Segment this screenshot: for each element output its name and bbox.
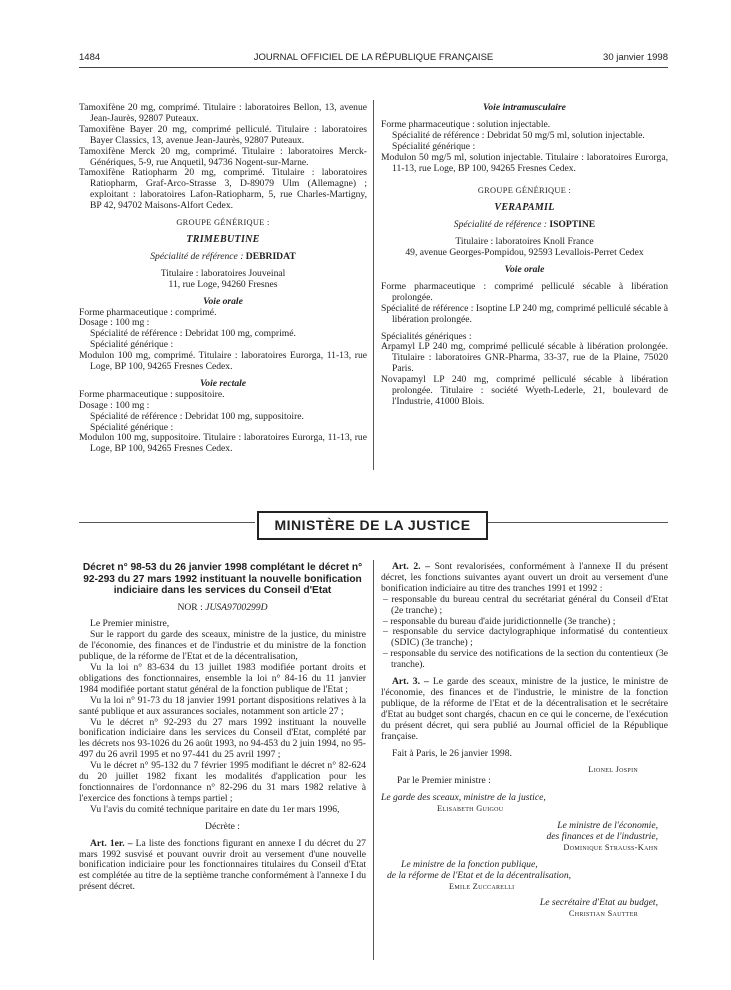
modulon-entry: Modulon 100 mg, suppositoire. Titulaire : laboratoires Eurorga, 11-13, rue Loge, BP 100, 94265 Fresnes Cedex. [79, 432, 367, 455]
budget-name: Christian Sautter [568, 909, 638, 919]
titulaire-address: 49, avenue Georges-Pompidou, 92593 Levallois-Perret Cedex [405, 247, 644, 259]
signer-name: Lionel Jospin [588, 765, 638, 775]
tamox-entry: Tamoxifène Ratiopharm 20 mg, comprimé. Titulaire : laboratoires Ratiopharm, Graf-Arco-Strasse 3, D-89079 Ulm (Allemagne) ; exploitant : laboratoires Lafon-Ratiopharm, 5, rue Charles-Martigny, BP 42, 94702 Maisons-Alfort Cedex. [79, 167, 367, 212]
visa: Vu l'avis du comité technique paritaire en date du 1er mars 1996, [90, 803, 340, 815]
generique-label: Spécialité générique : [90, 339, 174, 351]
groupe-name: VERAPAMIL [494, 202, 555, 214]
forme-line: Forme pharmaceutique : solution injectable. [381, 118, 551, 130]
reference-line: Spécialité de référence : ISOPTINE [453, 219, 596, 231]
tamox-entry: Tamoxifène Merck 20 mg, comprimé. Titulaire : laboratoires Merck-Génériques, 5-9, rue Anquetil, 94736 Nogent-sur-Marne. [79, 145, 367, 168]
groupe-label: GROUPE GÉNÉRIQUE : [176, 218, 270, 228]
voie-orale-heading: Voie orale [504, 263, 545, 275]
fp-name: Emile Zuccarelli [449, 881, 515, 891]
fp-title: Le ministre de la fonction publique, [401, 858, 538, 870]
titulaire-line: Titulaire : laboratoires Knoll France [455, 236, 594, 248]
arpamyl-entry: Arpamyl LP 240 mg, comprimé pelliculé sécable à libération prolongée. Titulaire : laboratoires GNR-Pharma, 33-37, rue de la Plaine, 75020 Paris. [381, 341, 668, 375]
nor-line: NOR : JUSA9700299D [177, 601, 268, 613]
list-item: – responsable du bureau d'aide juridictionnelle (3e tranche) ; [383, 615, 616, 627]
voie-im-heading: Voie intramusculaire [483, 102, 566, 113]
ministere-heading: MINISTÈRE DE LA JUSTICE [257, 511, 488, 540]
titulaire-address: 11, rue Loge, 94260 Fresnes [168, 278, 278, 290]
eco-title: des finances et de l'industrie, [546, 830, 658, 842]
generique-label: Spécialité générique : [90, 421, 174, 433]
forme-line: Forme pharmaceutique : comprimé. [79, 306, 217, 318]
decret-left-column [79, 562, 366, 893]
forme-line: Forme pharmaceutique : comprimé pelliculé sécable à libération prolongée. [381, 280, 668, 303]
right-top-column [381, 103, 668, 408]
groupe-name: TRIMEBUTINE [186, 233, 260, 245]
list-item: – responsable du service dactylographique informatisé du contentieux (SDIC) (3e tranche) ; [383, 626, 668, 649]
reference-spec: Spécialité de référence : Isoptine LP 240 mg, comprimé pelliculé sécable à libération prolongée. [381, 302, 668, 325]
decret-title: Décret n° 98-53 du 26 janvier 1998 complétant le décret n° 92-293 du 27 mars 1992 instituant la nouvelle bonification indiciaire dans les services du Conseil d'Etat [82, 562, 363, 596]
fp-title: de la réforme de l'Etat et de la décentralisation, [387, 869, 572, 881]
tamox-entry: Tamoxifène Bayer 20 mg, comprimé pelliculé. Titulaire : laboratoires Bayer Classics, 13, avenue Jean-Jaurès, 92807 Puteaux. [79, 123, 367, 146]
page-header [79, 52, 668, 66]
voie-rectale-heading: Voie rectale [199, 377, 247, 389]
journal-title: JOURNAL OFFICIEL DE LA RÉPUBLIQUE FRANÇAISE [253, 52, 494, 63]
dosage-line: Dosage : 100 mg : [79, 317, 150, 329]
visa: Vu la loi n° 83-634 du 13 juillet 1983 modifiée portant droits et obligations des fonctionnaires, ensemble la loi n° 84-16 du 11 janvier 1984 modifiée portant statut général de la fonction publique de l'Etat ; [79, 662, 366, 695]
par-line: Par le Premier ministre : [397, 775, 491, 787]
groupe-label: GROUPE GÉNÉRIQUE : [477, 186, 572, 196]
box-rule-right [488, 522, 668, 523]
visa: Sur le rapport du garde des sceaux, ministre de la justice, du ministre de l'économie, des finances et de l'industrie et du ministre de la fonction publique, de la réforme de l'Etat et de la décentralisation, [79, 629, 366, 663]
garde-title: Le garde des sceaux, ministre de la justice, [381, 792, 546, 804]
tamox-entry: Tamoxifène 20 mg, comprimé. Titulaire : laboratoires Bellon, 13, avenue Jean-Jaurès, 92807 Puteaux. [79, 102, 367, 124]
issue-date: 30 janvier 1998 [603, 52, 668, 63]
reference-spec: Spécialité de référence : Debridat 50 mg/5 ml, solution injectable. [392, 129, 645, 141]
column-divider [373, 560, 374, 960]
box-rule-left [79, 522, 255, 523]
article-1: Art. 1er. – La liste des fonctions figurant en annexe I du décret du 27 mars 1992 susvisé et pouvant ouvrir droit au versement d'une nouvelle bonification indiciaire pour les fonctionnaires titulaires du Conseil d'Etat est complétée au titre de la septième tranche conformément à l'annexe I du présent décret. [79, 837, 366, 893]
left-top-column [79, 103, 367, 455]
decret-right-column [381, 562, 668, 920]
preamble: Le Premier ministre, [90, 618, 170, 630]
page-number: 1484 [79, 52, 101, 63]
decrete-line: Décrète : [205, 820, 240, 832]
reference-spec: Spécialité de référence : Debridat 100 mg, suppositoire. [90, 410, 304, 422]
article-3: Art. 3. – Le garde des sceaux, ministre de la justice, le ministre de l'économie, des finances et de l'industrie, le ministre de la fonction publique, de la réforme de l'Etat et de la décentralisation et le secrétaire d'Etat au budget sont chargés, chacun en ce qui le concerne, de l'exécution du présent décret, qui sera publié au Journal officiel de la République française. [381, 676, 669, 742]
forme-line: Forme pharmaceutique : suppositoire. [79, 388, 225, 400]
eco-title: Le ministre de l'économie, [557, 820, 658, 832]
eco-name: Dominique Strauss-Kahn [563, 842, 658, 852]
titulaire-line: Titulaire : laboratoires Jouveinal [160, 267, 286, 279]
visa: Vu le décret n° 92-293 du 27 mars 1992 instituant la nouvelle bonification indiciaire dans les services du Conseil d'Etat, complété par les décrets nos 93-1026 du 26 août 1993, no 94-453 du 2 juin 1994, no 95-497 du 26 avril 1995 et no 97-441 du 25 avril 1997 ; [79, 716, 366, 761]
modulon-entry: Modulon 50 mg/5 ml, solution injectable. Titulaire : laboratoires Eurorga, 11-13, rue Loge, BP 100, 94265 Fresnes Cedex. [381, 151, 668, 174]
generiques-label: Spécialités génériques : [381, 330, 472, 342]
list-item: – responsable du bureau central du secrétariat général du Conseil d'Etat (2e tranche) ; [383, 593, 668, 616]
generique-label: Spécialité générique : [392, 140, 476, 152]
dosage-line: Dosage : 100 mg : [79, 399, 150, 411]
reference-line: Spécialité de référence : DEBRIDAT [150, 250, 296, 262]
reference-spec: Spécialité de référence : Debridat 100 mg, comprimé. [90, 328, 296, 340]
garde-name: Elisabeth Guigou [437, 804, 504, 814]
article-2: Art. 2. – Sont revalorisées, conformément à l'annexe II du présent décret, les fonctions suivantes ayant ouvert un droit au versement d'une bonification indiciaire au titre des tranches 1991 et 1992 : [381, 561, 668, 594]
novapamyl-entry: Novapamyl LP 240 mg, comprimé pelliculé sécable à libération prolongée. Titulaire : société Wyeth-Lederle, 21, boulevard de l'Industrie, 41000 Blois. [381, 374, 668, 407]
modulon-entry: Modulon 100 mg, comprimé. Titulaire : laboratoires Eurorga, 11-13, rue Loge, BP 100, 94265 Fresnes Cedex. [79, 350, 367, 373]
voie-orale-heading: Voie orale [203, 295, 243, 307]
list-item: – responsable du service des notifications de la section du contentieux (3e tranche). [383, 648, 668, 671]
column-divider [373, 100, 374, 470]
visa: Vu le décret n° 95-132 du 7 février 1995 modifiant le décret n° 82-624 du 20 juillet 1982 fixant les modalités d'application pour les fonctionnaires de l'ordonnance n° 82-296 du 31 mars 1982 relative à l'exercice des fonctions à temps partiel ; [79, 760, 366, 804]
fait-line: Fait à Paris, le 26 janvier 1998. [392, 747, 512, 759]
budget-title: Le secrétaire d'Etat au budget, [539, 897, 658, 909]
visa: Vu la loi n° 91-73 du 18 janvier 1991 portant dispositions relatives à la santé publique et aux assurances sociales, notamment son article 27 ; [79, 694, 366, 717]
header-rule [79, 67, 668, 68]
